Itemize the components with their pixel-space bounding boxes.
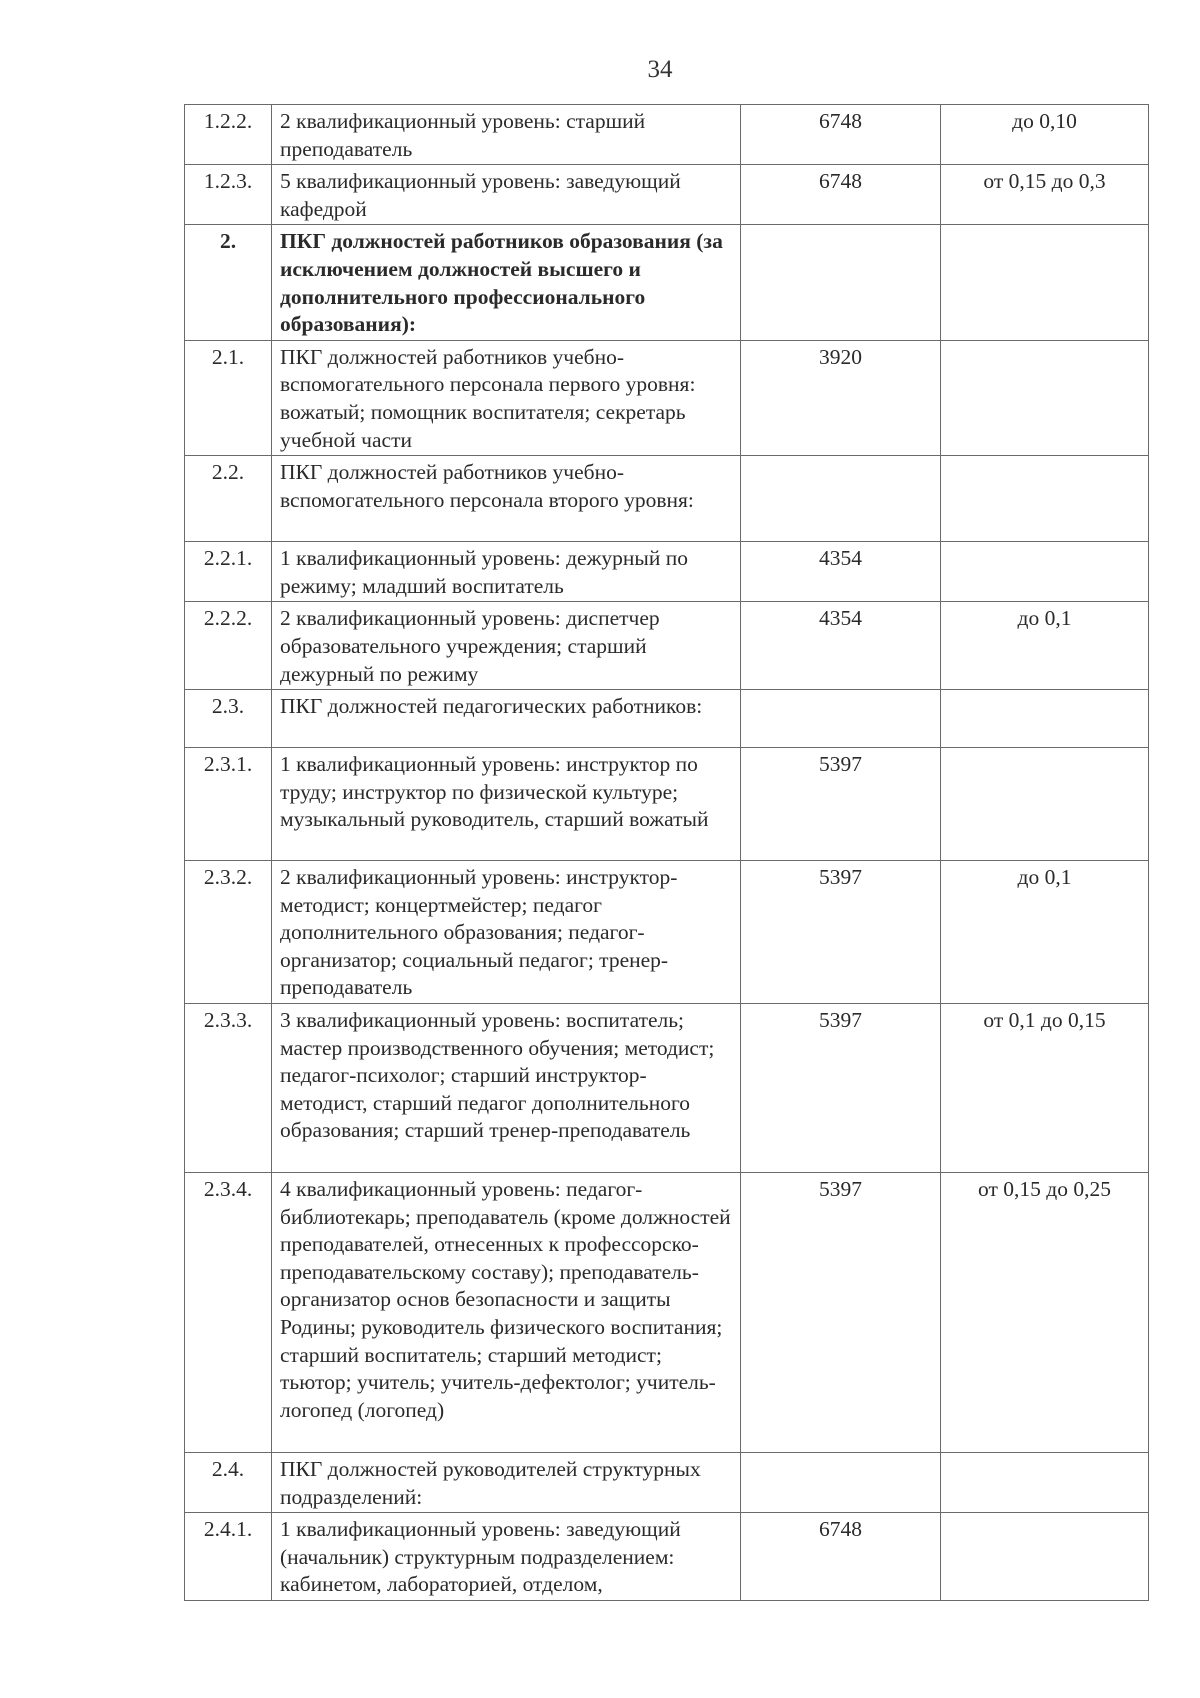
row-number: 1.2.3. — [185, 165, 272, 225]
row-description: 2 квалификационный уровень: старший преподаватель — [272, 105, 741, 165]
table-row — [185, 690, 1149, 748]
row-description: 1 квалификационный уровень: дежурный по режиму; младший воспитатель — [272, 542, 741, 602]
row-number: 2.4.1. — [185, 1513, 272, 1601]
table-row — [185, 861, 1149, 1004]
row-coefficient — [941, 748, 1149, 861]
row-coefficient — [941, 542, 1149, 602]
row-number: 2.3.4. — [185, 1173, 272, 1453]
row-description: ПКГ должностей руководителей структурных подразделений: — [272, 1453, 741, 1513]
row-salary — [741, 690, 941, 748]
table-row — [185, 105, 1149, 165]
row-salary: 5397 — [741, 1173, 941, 1453]
row-number: 2.3.3. — [185, 1004, 272, 1173]
row-coefficient — [941, 690, 1149, 748]
row-salary: 4354 — [741, 602, 941, 690]
table-body — [185, 105, 1149, 1601]
row-description: 2 квалификационный уровень: инструктор-методист; концертмейстер; педагог дополнительного образования; педагог-организатор; социальный педагог; тренер-преподаватель — [272, 861, 741, 1004]
table-row — [185, 1513, 1149, 1601]
row-coefficient — [941, 456, 1149, 542]
row-number: 2.2.1. — [185, 542, 272, 602]
row-salary — [741, 1453, 941, 1513]
row-description: 4 квалификационный уровень: педагог-библиотекарь; преподаватель (кроме должностей преподавателей, отнесенных к профессорско-преподавательскому составу); преподаватель-организатор основ безопасности и защиты Родины; руководитель физического воспитания; старший воспитатель; старший методист; тьютор; учитель; учитель-дефектолог; учитель-логопед (логопед) — [272, 1173, 741, 1453]
row-number: 2.2. — [185, 456, 272, 542]
table-row — [185, 1453, 1149, 1513]
row-salary: 6748 — [741, 165, 941, 225]
row-description: ПКГ должностей работников образования (за исключением должностей высшего и дополнительного профессионального образования): — [272, 225, 741, 340]
row-number: 2.1. — [185, 340, 272, 455]
row-coefficient — [941, 225, 1149, 340]
row-salary: 6748 — [741, 105, 941, 165]
row-description: ПКГ должностей работников учебно-вспомогательного персонала первого уровня: вожатый; помощник воспитателя; секретарь учебной части — [272, 340, 741, 455]
row-coefficient: от 0,15 до 0,25 — [941, 1173, 1149, 1453]
row-description: ПКГ должностей работников учебно-вспомогательного персонала второго уровня: — [272, 456, 741, 542]
row-coefficient — [941, 340, 1149, 455]
row-description: 1 квалификационный уровень: инструктор по труду; инструктор по физической культуре; музыкальный руководитель, старший вожатый — [272, 748, 741, 861]
row-salary: 6748 — [741, 1513, 941, 1601]
row-number: 1.2.2. — [185, 105, 272, 165]
row-number: 2.3.1. — [185, 748, 272, 861]
table-row — [185, 602, 1149, 690]
salary-table — [184, 104, 1149, 1601]
row-number: 2.2.2. — [185, 602, 272, 690]
row-description: 3 квалификационный уровень: воспитатель; мастер производственного обучения; методист; педагог-психолог; старший инструктор-методист, старший педагог дополнительного образования; старший тренер-преподаватель — [272, 1004, 741, 1173]
row-coefficient: от 0,15 до 0,3 — [941, 165, 1149, 225]
row-salary: 5397 — [741, 1004, 941, 1173]
table-row — [185, 456, 1149, 542]
row-salary: 3920 — [741, 340, 941, 455]
table-row — [185, 165, 1149, 225]
row-number: 2.3. — [185, 690, 272, 748]
row-number: 2.3.2. — [185, 861, 272, 1004]
row-salary: 5397 — [741, 861, 941, 1004]
row-number: 2.4. — [185, 1453, 272, 1513]
row-coefficient — [941, 1453, 1149, 1513]
row-salary — [741, 456, 941, 542]
row-coefficient: до 0,10 — [941, 105, 1149, 165]
table-row — [185, 542, 1149, 602]
table-row — [185, 340, 1149, 455]
table-row — [185, 748, 1149, 861]
table-row — [185, 225, 1149, 340]
row-description: 2 квалификационный уровень: диспетчер образовательного учреждения; старший дежурный по режиму — [272, 602, 741, 690]
table-row — [185, 1173, 1149, 1453]
row-description: 5 квалификационный уровень: заведующий кафедрой — [272, 165, 741, 225]
table-row — [185, 1004, 1149, 1173]
row-description: ПКГ должностей педагогических работников: — [272, 690, 741, 748]
row-salary: 5397 — [741, 748, 941, 861]
row-salary — [741, 225, 941, 340]
row-coefficient — [941, 1513, 1149, 1601]
row-coefficient: до 0,1 — [941, 861, 1149, 1004]
row-description: 1 квалификационный уровень: заведующий (начальник) структурным подразделением: кабинетом, лабораторией, отделом, — [272, 1513, 741, 1601]
page-number: 34 — [647, 56, 673, 83]
row-coefficient: от 0,1 до 0,15 — [941, 1004, 1149, 1173]
row-number: 2. — [185, 225, 272, 340]
row-salary: 4354 — [741, 542, 941, 602]
row-coefficient: до 0,1 — [941, 602, 1149, 690]
